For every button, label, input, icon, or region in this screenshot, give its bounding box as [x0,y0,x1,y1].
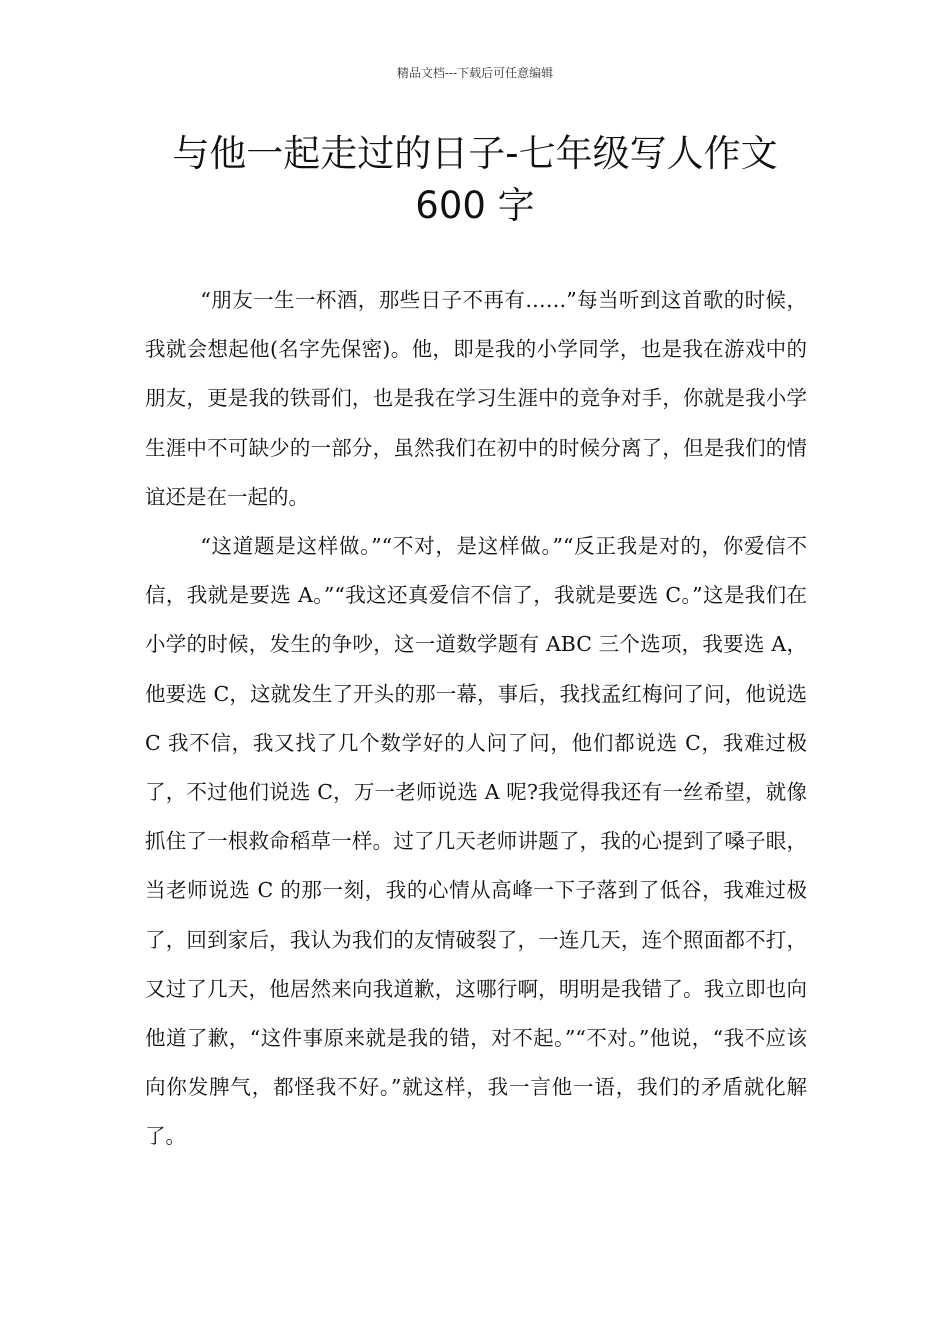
body-paragraph-1: “朋友一生一杯酒，那些日子不再有……”每当听到这首歌的时候，我就会想起他(名字先保密)。他，即是我的小学同学，也是我在游戏中的朋友，更是我的铁哥们，也是我在学习生涯中的竞争对手，你就是我小学生涯中不可缺少的一部分，虽然我们在初中的时候分离了，但是我们的情谊还是在一起的。 [145,288,807,509]
document-body [145,276,807,1162]
header-note: 精品文档---下载后可任意编辑 [396,66,554,80]
title-line-2: 600 字 [415,184,535,227]
document-title [100,128,850,232]
title-line-1: 与他一起走过的日子-七年级写人作文 [172,132,778,175]
body-paragraph-2: “这道题是这样做。”“不对，是这样做。”“反正我是对的，你爱信不信，我就是要选 A。”“我这还真爱信不信了，我就是要选 C。”这是我们在小学的时候，发生的争吵，这一道数学题有 ABC 三个选项，我要选 A，他要选 C，这就发生了开头的那一幕，事后，我找孟红梅问了问，他说选 C 我不信，我又找了几个数学好的人问了问，他们都说选 C，我难过极了，不过他们说选 C，万一老师说选 A 呢?我觉得我还有一丝希望，就像抓住了一根救命稻草一样。过了几天老师讲题了，我的心提到了嗓子眼，当老师说选 C 的那一刻，我的心情从高峰一下子落到了低谷，我难过极了，回到家后，我认为我们的友情破裂了，一连几天，连个照面都不打，又过了几天，他居然来向我道歉，这哪行啊，明明是我错了。我立即也向他道了歉，“这件事原来就是我的错，对不起。”“不对。”他说，“我不应该向你发脾气，都怪我不好。”就这样，我一言他一语，我们的矛盾就化解了。 [145,534,807,1149]
